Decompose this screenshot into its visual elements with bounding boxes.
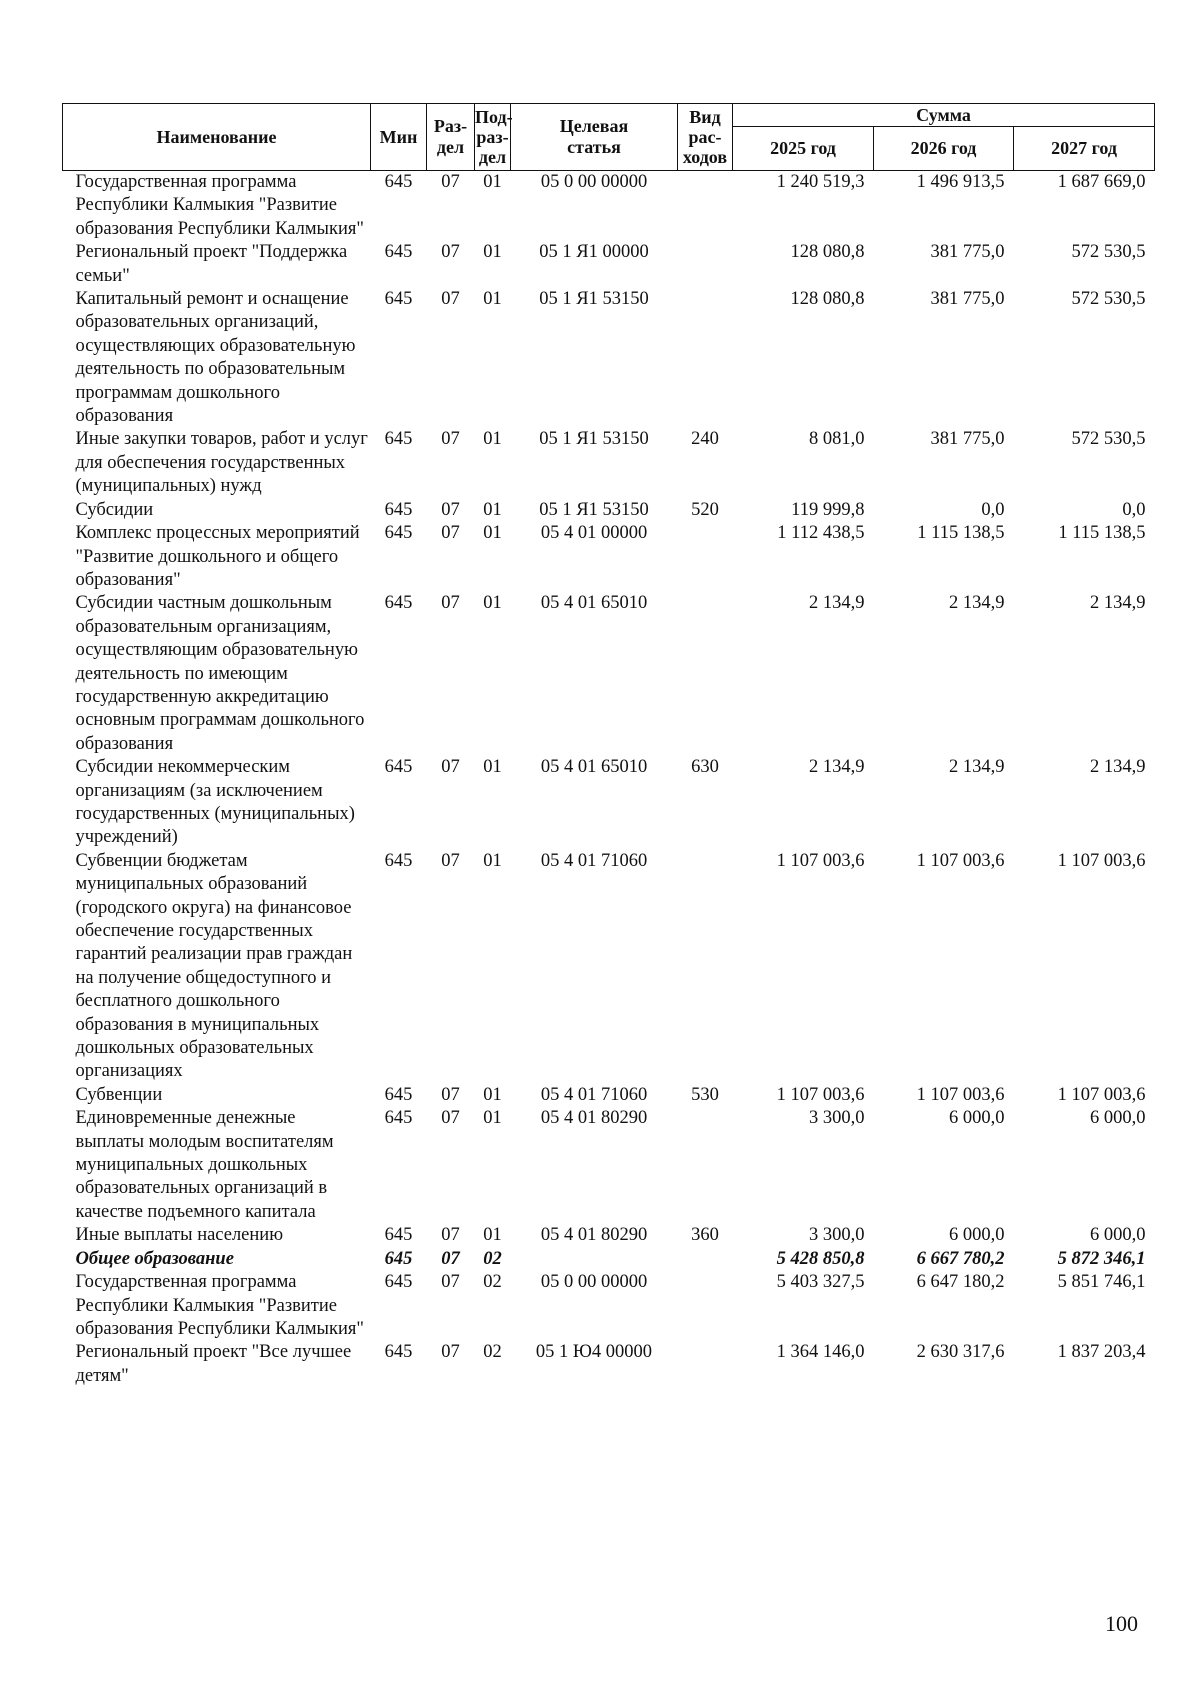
cell-min: 645 [384, 1225, 413, 1246]
cell-podrazdel: 01 [483, 850, 502, 871]
cell-vid [678, 592, 733, 756]
cell-target: 05 1 Я1 53150 [539, 499, 649, 520]
cell-2026: 1 496 913,5 [916, 172, 1005, 192]
cell-podrazdel: 01 [483, 593, 502, 614]
header-target: Целевая статья [511, 104, 678, 171]
cell-podrazdel: 01 [483, 242, 502, 263]
cell-razdel: 07 [441, 499, 460, 520]
cell-target [511, 1248, 678, 1271]
cell-target: 05 1 Я1 53150 [539, 429, 649, 450]
cell-2025: 8 081,0 [809, 429, 865, 450]
header-vid: Вид рас- ходов [678, 104, 733, 171]
cell-target: 05 4 01 80290 [540, 1108, 648, 1129]
header-summa: Сумма [733, 104, 1155, 127]
cell-2026: 381 775,0 [930, 429, 1005, 450]
cell-min: 645 [384, 1272, 413, 1293]
page-number: 100 [1105, 1611, 1138, 1636]
table-row [63, 288, 1155, 428]
cell-vid [678, 1107, 733, 1224]
cell-2027: 572 530,5 [1071, 289, 1146, 310]
cell-min: 645 [384, 242, 413, 263]
cell-podrazdel: 01 [483, 289, 502, 310]
cell-2027: 1 107 003,6 [1057, 1084, 1146, 1105]
cell-razdel: 07 [441, 429, 460, 450]
cell-2027: 1 837 203,4 [1057, 1342, 1146, 1363]
cell-vid [678, 1271, 733, 1341]
cell-podrazdel: 01 [483, 499, 502, 520]
cell-2027: 572 530,5 [1071, 242, 1146, 263]
table-row [63, 241, 1155, 288]
cell-name: Субсидии частным дошкольным образовательным организациям, осуществляющим образовательную деятельность по имеющим государственную аккредитацию основным программам дошкольного образования [75, 593, 365, 754]
cell-2025: 5 403 327,5 [776, 1272, 865, 1293]
cell-podrazdel: 01 [483, 757, 502, 778]
cell-2027: 0,0 [1122, 499, 1146, 520]
table-row [63, 1224, 1155, 1247]
cell-2026: 1 107 003,6 [916, 1084, 1005, 1105]
header-min: Мин [371, 104, 427, 171]
cell-2025: 3 300,0 [809, 1108, 865, 1129]
cell-vid [678, 1248, 733, 1271]
header-podrazdel: Под- раз- дел [475, 104, 511, 171]
cell-vid [678, 288, 733, 428]
cell-2025: 1 112 438,5 [777, 523, 865, 544]
table-header [63, 104, 1155, 171]
cell-vid: 530 [691, 1084, 719, 1105]
table-row [63, 1248, 1155, 1271]
cell-2027: 6 000,0 [1090, 1225, 1146, 1246]
cell-name: Субвенции [75, 1084, 163, 1105]
cell-name: Комплекс процессных мероприятий "Развитие дошкольного и общего образования" [75, 523, 360, 590]
cell-min: 645 [384, 1248, 413, 1269]
cell-2027: 5 872 346,1 [1057, 1248, 1146, 1269]
cell-min: 645 [384, 1342, 413, 1363]
cell-vid: 630 [691, 757, 719, 778]
cell-min: 645 [384, 850, 413, 871]
table-row [63, 592, 1155, 756]
cell-2025: 1 107 003,6 [776, 850, 865, 871]
cell-target: 05 4 01 80290 [540, 1225, 648, 1246]
table-row [63, 1271, 1155, 1341]
budget-table-container [62, 103, 1154, 1388]
header-2025: 2025 год [733, 127, 874, 171]
cell-vid [678, 522, 733, 592]
cell-2025: 128 080,8 [790, 242, 865, 263]
cell-min: 645 [384, 172, 413, 192]
cell-2026: 1 115 138,5 [917, 523, 1005, 544]
cell-2026: 0,0 [981, 499, 1005, 520]
cell-vid [678, 241, 733, 288]
cell-razdel: 07 [441, 289, 460, 310]
cell-razdel: 07 [441, 593, 460, 614]
cell-2026: 6 647 180,2 [916, 1272, 1005, 1293]
cell-min: 645 [384, 499, 413, 520]
cell-2027: 2 134,9 [1090, 593, 1146, 614]
cell-2025: 1 364 146,0 [776, 1342, 865, 1363]
cell-2027: 1 115 138,5 [1058, 523, 1146, 544]
cell-2027: 5 851 746,1 [1057, 1272, 1146, 1293]
table-row [63, 1084, 1155, 1107]
cell-min: 645 [384, 757, 413, 778]
cell-name: Региональный проект "Поддержка семьи" [75, 242, 348, 286]
cell-2026: 6 000,0 [949, 1225, 1005, 1246]
table-row [63, 1107, 1155, 1224]
table-row [63, 522, 1155, 592]
cell-name: Капитальный ремонт и оснащение образовательных организаций, осуществляющих образовательную деятельность по образовательным программам дошкольного образования [75, 289, 356, 427]
cell-min: 645 [384, 523, 413, 544]
cell-2025: 3 300,0 [809, 1225, 865, 1246]
header-razdel: Раз- дел [427, 104, 475, 171]
cell-2026: 1 107 003,6 [916, 850, 1005, 871]
cell-target: 05 0 00 00000 [540, 172, 648, 192]
cell-razdel: 07 [441, 1272, 460, 1293]
table-row [63, 171, 1155, 242]
cell-2027: 1 687 669,0 [1057, 172, 1146, 192]
cell-podrazdel: 02 [483, 1342, 502, 1363]
cell-target: 05 4 01 00000 [540, 523, 648, 544]
cell-podrazdel: 01 [483, 523, 502, 544]
cell-2026: 2 134,9 [949, 757, 1005, 778]
cell-vid: 240 [691, 429, 719, 450]
cell-razdel: 07 [441, 757, 460, 778]
cell-name: Иные закупки товаров, работ и услуг для обеспечения государственных (муниципальных) нужд [75, 429, 368, 497]
cell-target: 05 4 01 71060 [540, 850, 648, 871]
cell-target: 05 1 Я1 00000 [539, 242, 649, 263]
cell-razdel: 07 [441, 1108, 460, 1129]
cell-target: 05 4 01 71060 [540, 1084, 648, 1105]
cell-2025: 119 999,8 [791, 499, 865, 520]
cell-min: 645 [384, 289, 413, 310]
cell-vid: 360 [691, 1225, 719, 1246]
cell-2025: 2 134,9 [809, 593, 865, 614]
cell-name: Субсидии некоммерческим организациям (за исключением государственных (муниципальных) учреждений) [75, 757, 355, 848]
cell-target: 05 4 01 65010 [540, 593, 648, 614]
cell-target: 05 0 00 00000 [540, 1272, 648, 1293]
table-row [63, 850, 1155, 1084]
budget-table [62, 103, 1155, 1388]
cell-2025: 1 240 519,3 [776, 172, 865, 192]
cell-podrazdel: 01 [483, 1084, 502, 1105]
cell-razdel: 07 [441, 1342, 460, 1363]
table-body [63, 171, 1155, 1389]
cell-name: Иные выплаты населению [75, 1225, 284, 1246]
cell-podrazdel: 01 [483, 172, 502, 192]
table-row [63, 1341, 1155, 1388]
cell-podrazdel: 02 [483, 1272, 502, 1293]
cell-name: Единовременные денежные выплаты молодым воспитателям муниципальных дошкольных образовательных организаций в качестве подъемного капитала [75, 1108, 334, 1222]
cell-razdel: 07 [441, 850, 460, 871]
cell-vid [678, 1341, 733, 1388]
cell-2027: 6 000,0 [1090, 1108, 1146, 1129]
cell-razdel: 07 [441, 172, 460, 192]
cell-min: 645 [384, 429, 413, 450]
cell-min: 645 [384, 1084, 413, 1105]
cell-name: Субсидии [75, 499, 154, 520]
cell-name: Государственная программа Республики Калмыкия "Развитие образования Республики Калмыкия" [75, 172, 364, 239]
cell-target: 05 1 Ю4 00000 [535, 1342, 653, 1363]
cell-vid [678, 171, 733, 242]
header-name: Наименование [63, 104, 371, 171]
cell-2027: 572 530,5 [1071, 429, 1146, 450]
cell-razdel: 07 [441, 523, 460, 544]
cell-2025: 2 134,9 [809, 757, 865, 778]
cell-2026: 2 630 317,6 [916, 1342, 1005, 1363]
cell-podrazdel: 02 [483, 1248, 502, 1269]
cell-2025: 5 428 850,8 [776, 1248, 865, 1269]
header-2026: 2026 год [874, 127, 1014, 171]
cell-podrazdel: 01 [483, 1108, 502, 1129]
cell-target: 05 4 01 65010 [540, 757, 648, 778]
cell-2026: 2 134,9 [949, 593, 1005, 614]
cell-2026: 381 775,0 [930, 242, 1005, 263]
cell-target: 05 1 Я1 53150 [539, 289, 649, 310]
table-row [63, 428, 1155, 498]
cell-2026: 6 000,0 [949, 1108, 1005, 1129]
cell-2026: 6 667 780,2 [916, 1248, 1005, 1269]
cell-podrazdel: 01 [483, 429, 502, 450]
cell-razdel: 07 [441, 1084, 460, 1105]
cell-min: 645 [384, 593, 413, 614]
cell-razdel: 07 [441, 1225, 460, 1246]
cell-name: Региональный проект "Все лучшее детям" [75, 1342, 352, 1386]
table-row [63, 756, 1155, 850]
cell-razdel: 07 [441, 1248, 460, 1269]
cell-name: Общее образование [75, 1248, 234, 1269]
cell-2025: 128 080,8 [790, 289, 865, 310]
cell-podrazdel: 01 [483, 1225, 502, 1246]
cell-name: Государственная программа Республики Калмыкия "Развитие образования Республики Калмыкия" [75, 1272, 364, 1339]
header-2027: 2027 год [1014, 127, 1155, 171]
cell-vid: 520 [691, 499, 719, 520]
cell-2027: 2 134,9 [1090, 757, 1146, 778]
cell-2027: 1 107 003,6 [1057, 850, 1146, 871]
cell-2026: 381 775,0 [930, 289, 1005, 310]
cell-vid [678, 850, 733, 1084]
cell-razdel: 07 [441, 242, 460, 263]
cell-name: Субвенции бюджетам муниципальных образований (городского округа) на финансовое обеспечение государственных гарантий реализации прав граждан на получение общедоступного и бесплатного дошкольного образования в муниципальных дошкольных образовательных организациях [75, 850, 353, 1082]
cell-min: 645 [384, 1108, 413, 1129]
cell-2025: 1 107 003,6 [776, 1084, 865, 1105]
table-row [63, 499, 1155, 522]
